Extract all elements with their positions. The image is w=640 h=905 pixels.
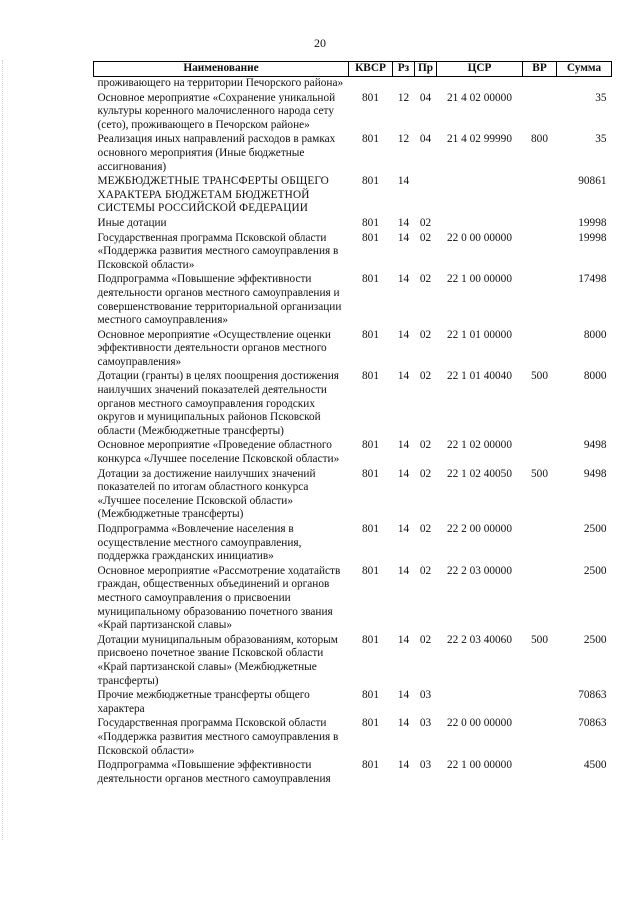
cell-kvsr bbox=[349, 77, 393, 92]
cell-sum: 4500 bbox=[583, 759, 607, 772]
cell-vr bbox=[523, 273, 557, 328]
table-body bbox=[94, 77, 612, 788]
cell-kvsr: 801 bbox=[362, 467, 379, 480]
cell-rz: 14 bbox=[397, 523, 410, 535]
table-row bbox=[94, 370, 612, 439]
cell-csr: 22 1 01 40040 bbox=[447, 370, 512, 383]
cell-name: проживающего на территории Печорского района» bbox=[97, 77, 344, 89]
cell-vr bbox=[523, 439, 557, 467]
cell-csr: 22 2 03 40060 bbox=[447, 633, 512, 646]
cell-pr: 03 bbox=[419, 717, 432, 730]
cell-pr: 02 bbox=[419, 523, 432, 535]
cell-sum: 2500 bbox=[583, 564, 607, 577]
cell-sum bbox=[557, 77, 612, 92]
cell-kvsr: 801 bbox=[362, 370, 379, 383]
cell-sum: 8000 bbox=[583, 328, 607, 341]
table-row bbox=[94, 77, 612, 92]
cell-kvsr: 801 bbox=[362, 273, 379, 286]
cell-csr: 21 4 02 00000 bbox=[447, 91, 512, 104]
table-row bbox=[94, 232, 612, 274]
table-row bbox=[94, 217, 612, 232]
cell-vr bbox=[523, 232, 557, 274]
cell-pr bbox=[415, 77, 437, 92]
cell-csr: 22 0 00 00000 bbox=[447, 231, 512, 244]
cell-kvsr: 801 bbox=[362, 633, 379, 646]
table-header-row bbox=[94, 62, 612, 77]
cell-sum: 2500 bbox=[583, 633, 607, 646]
cell-vr bbox=[523, 92, 557, 134]
cell-name: Основное мероприятие «Проведение областного конкурса «Лучшее поселение Псковской области» bbox=[97, 439, 340, 466]
cell-vr bbox=[523, 523, 557, 565]
cell-kvsr: 801 bbox=[362, 231, 379, 244]
cell-pr: 04 bbox=[419, 133, 432, 146]
cell-csr bbox=[437, 689, 523, 717]
cell-sum: 19998 bbox=[578, 231, 607, 244]
cell-csr bbox=[437, 77, 523, 92]
cell-name: Подпрограмма «Повышение эффективности деятельности органов местного самоуправления и совершенствование территориальной организации местного самоуправления» bbox=[97, 273, 342, 327]
table-row bbox=[94, 689, 612, 717]
cell-kvsr: 801 bbox=[362, 564, 379, 577]
cell-pr: 04 bbox=[419, 91, 432, 104]
cell-pr: 02 bbox=[419, 328, 432, 341]
cell-kvsr: 801 bbox=[362, 439, 379, 452]
header-kvsr: КВСР bbox=[349, 62, 393, 77]
cell-sum: 70863 bbox=[578, 689, 607, 702]
cell-vr bbox=[523, 217, 557, 232]
cell-csr: 21 4 02 99990 bbox=[447, 133, 512, 146]
cell-csr: 22 2 00 00000 bbox=[447, 523, 512, 535]
cell-name: Основное мероприятие «Сохранение уникальной культуры коренного малочисленного народа сету (сето), проживающего в Печорском районе» bbox=[97, 91, 336, 131]
budget-table bbox=[93, 61, 612, 787]
cell-csr: 22 1 01 00000 bbox=[447, 328, 512, 341]
cell-csr: 22 0 00 00000 bbox=[447, 717, 512, 730]
cell-name: Реализация иных направлений расходов в рамках основного мероприятия (Иные бюджетные ассигнования) bbox=[97, 133, 336, 173]
cell-name: Государственная программа Псковской области «Поддержка развития местного самоуправления в Псковской области» bbox=[97, 231, 339, 271]
cell-rz: 14 bbox=[397, 175, 410, 188]
table-row bbox=[94, 634, 612, 689]
cell-pr: 02 bbox=[419, 439, 432, 452]
cell-kvsr: 801 bbox=[362, 523, 379, 535]
table-row bbox=[94, 759, 612, 787]
cell-pr: 03 bbox=[419, 759, 432, 772]
cell-kvsr: 801 bbox=[362, 328, 379, 341]
cell-rz: 14 bbox=[397, 273, 410, 286]
table-row bbox=[94, 273, 612, 328]
cell-name: Дотации муниципальным образованиям, которым присвоено почетное звание Псковской области «Край партизанской славы» (Межбюджетные трансферты) bbox=[97, 633, 338, 687]
cell-sum: 17498 bbox=[578, 273, 607, 286]
cell-name: Прочие межбюджетные трансферты общего характера bbox=[97, 689, 310, 715]
cell-sum: 9498 bbox=[583, 467, 607, 480]
cell-sum: 90861 bbox=[578, 175, 607, 188]
cell-name: Иные дотации bbox=[97, 216, 167, 229]
cell-csr: 22 1 02 00000 bbox=[447, 439, 512, 452]
cell-rz: 12 bbox=[397, 133, 410, 146]
cell-kvsr: 801 bbox=[362, 717, 379, 730]
cell-sum: 35 bbox=[595, 91, 607, 104]
cell-kvsr: 801 bbox=[362, 175, 379, 188]
cell-rz: 14 bbox=[397, 231, 410, 244]
cell-name: Основное мероприятие «Осуществление оценки эффективности деятельности органов местного самоуправления» bbox=[97, 328, 331, 368]
cell-kvsr: 801 bbox=[362, 759, 379, 772]
header-csr: ЦСР bbox=[437, 62, 523, 77]
cell-pr bbox=[415, 175, 437, 217]
cell-rz: 12 bbox=[397, 91, 410, 104]
cell-rz: 14 bbox=[397, 370, 410, 383]
table-row bbox=[94, 175, 612, 217]
cell-pr: 02 bbox=[419, 370, 432, 383]
cell-rz: 14 bbox=[397, 216, 410, 229]
cell-pr: 02 bbox=[419, 216, 432, 229]
table-row bbox=[94, 523, 612, 565]
cell-name: Государственная программа Псковской области «Поддержка развития местного самоуправления в Псковской области» bbox=[97, 717, 339, 757]
cell-pr: 02 bbox=[419, 564, 432, 577]
cell-csr: 22 1 00 00000 bbox=[447, 759, 512, 772]
cell-sum: 8000 bbox=[583, 370, 607, 383]
table-row bbox=[94, 717, 612, 759]
table-row bbox=[94, 92, 612, 134]
header-vr: ВР bbox=[523, 62, 557, 77]
cell-pr: 03 bbox=[419, 689, 432, 702]
cell-vr: 500 bbox=[531, 633, 548, 646]
table-row bbox=[94, 468, 612, 523]
table-row bbox=[94, 565, 612, 634]
header-rz: Рз bbox=[393, 62, 415, 77]
cell-sum: 2500 bbox=[583, 523, 607, 535]
cell-csr bbox=[437, 217, 523, 232]
table-row bbox=[94, 133, 612, 175]
cell-rz bbox=[393, 77, 415, 92]
cell-vr bbox=[523, 759, 557, 787]
cell-rz: 14 bbox=[397, 328, 410, 341]
cell-csr bbox=[437, 175, 523, 217]
cell-rz: 14 bbox=[397, 689, 410, 702]
cell-name: Подпрограмма «Вовлечение населения в осуществление местного самоуправления, поддержка гражданских инициатив» bbox=[97, 523, 302, 563]
cell-vr bbox=[523, 329, 557, 371]
cell-name: МЕЖБЮДЖЕТНЫЕ ТРАНСФЕРТЫ ОБЩЕГО ХАРАКТЕРА БЮДЖЕТАМ БЮДЖЕТНОЙ СИСТЕМЫ РОССИЙСКОЙ ФЕДЕРАЦИИ bbox=[97, 175, 329, 215]
cell-kvsr: 801 bbox=[362, 133, 379, 146]
cell-pr: 02 bbox=[419, 467, 432, 480]
cell-pr: 02 bbox=[419, 273, 432, 286]
cell-csr: 22 1 02 40050 bbox=[447, 467, 512, 480]
cell-sum: 35 bbox=[595, 133, 607, 146]
cell-rz: 14 bbox=[397, 717, 410, 730]
table-row bbox=[94, 329, 612, 371]
cell-vr: 500 bbox=[531, 370, 548, 383]
cell-kvsr: 801 bbox=[362, 91, 379, 104]
cell-sum: 70863 bbox=[578, 717, 607, 730]
cell-rz: 14 bbox=[397, 467, 410, 480]
cell-sum: 19998 bbox=[578, 216, 607, 229]
cell-rz: 14 bbox=[397, 759, 410, 772]
cell-name: Дотации (гранты) в целях поощрения достижения наилучших значений показателей деятельности органов местного самоуправления городских округов и муниципальных районов Псковской области (Межбюджетные трансферты) bbox=[97, 370, 339, 437]
cell-vr bbox=[523, 565, 557, 634]
cell-kvsr: 801 bbox=[362, 216, 379, 229]
cell-vr: 500 bbox=[531, 467, 548, 480]
scan-edge-marks bbox=[2, 60, 6, 840]
cell-sum: 9498 bbox=[583, 439, 607, 452]
cell-vr bbox=[523, 717, 557, 759]
cell-name: Подпрограмма «Повышение эффективности деятельности органов местного самоуправления bbox=[97, 759, 331, 785]
table-row bbox=[94, 439, 612, 467]
cell-vr bbox=[523, 77, 557, 92]
header-pr: Пр bbox=[415, 62, 437, 77]
cell-vr bbox=[523, 689, 557, 717]
cell-pr: 02 bbox=[419, 231, 432, 244]
cell-vr: 800 bbox=[531, 133, 548, 146]
cell-pr: 02 bbox=[419, 633, 432, 646]
header-sum: Сумма bbox=[557, 62, 612, 77]
cell-kvsr: 801 bbox=[362, 689, 379, 702]
page-number: 20 bbox=[314, 36, 326, 50]
cell-vr bbox=[523, 175, 557, 217]
cell-csr: 22 2 03 00000 bbox=[447, 564, 512, 577]
cell-rz: 14 bbox=[397, 439, 410, 452]
cell-rz: 14 bbox=[397, 564, 410, 577]
cell-rz: 14 bbox=[397, 633, 410, 646]
cell-name: Основное мероприятие «Рассмотрение ходатайств граждан, общественных объединений и органов местного самоуправления о присвоении муниципальному образованию почетного звания «Край партизанской славы» bbox=[97, 564, 341, 632]
cell-csr: 22 1 00 00000 bbox=[447, 273, 512, 286]
cell-name: Дотации за достижение наилучших значений показателей по итогам областного конкурса «Лучшее поселение Псковской области» (Межбюджетные трансферты) bbox=[97, 467, 316, 521]
header-name: Наименование bbox=[94, 62, 349, 77]
